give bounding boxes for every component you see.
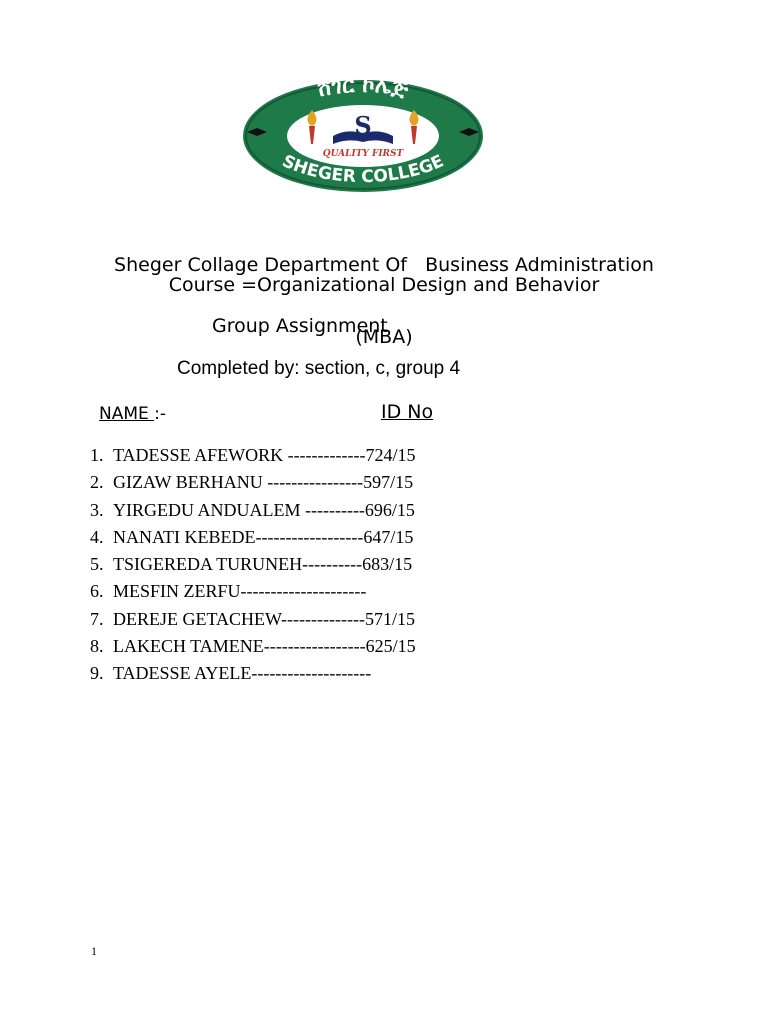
list-item — [90, 524, 416, 551]
logo-motto: QUALITY FIRST — [322, 149, 404, 159]
list-item-number: 2. — [90, 472, 104, 493]
logo-emblem — [233, 74, 493, 198]
list-item-entry: TADESSE AYELE-------------------- — [113, 663, 372, 684]
list-item — [90, 606, 416, 633]
list-item-number: 9. — [90, 663, 104, 684]
department-heading-line2: (MBA) — [355, 326, 413, 348]
list-item-number: 6. — [90, 581, 104, 602]
list-item-entry: GIZAW BERHANU ----------------597/15 — [113, 472, 414, 493]
list-item-entry: DEREJE GETACHEW--------------571/15 — [113, 608, 415, 629]
name-label-suffix: :- — [154, 404, 167, 424]
course-title: Course =Organizational Design and Behavior — [168, 274, 600, 296]
list-item-entry: YIRGEDU ANDUALEM ----------696/15 — [113, 499, 415, 520]
logo-top-text: ሸገር ኮሌጅ — [315, 74, 411, 103]
list-item — [90, 578, 416, 605]
page-number: 1 — [91, 944, 97, 958]
list-item-number: 4. — [90, 526, 104, 547]
list-item-number: 8. — [90, 636, 104, 657]
list-item-number: 7. — [90, 608, 104, 629]
department-heading-line1: Sheger Collage Department Of Business Administration — [114, 254, 654, 276]
assignment-title: Group Assignment — [212, 315, 388, 337]
logo-bottom-text: SHEGER COLLEGE — [279, 151, 447, 188]
name-column-label — [99, 403, 166, 425]
list-item-entry: NANATI KEBEDE------------------647/15 — [113, 526, 414, 547]
list-item-number: 1. — [90, 445, 104, 465]
list-item — [90, 633, 416, 660]
list-item-entry: MESFIN ZERFU--------------------- — [113, 581, 367, 602]
name-label-text: NAME — [99, 404, 155, 424]
list-item-entry: LAKECH TAMENE-----------------625/15 — [113, 636, 416, 657]
list-item-entry: TADESSE AFEWORK -------------724/15 — [113, 445, 416, 465]
list-item-number: 3. — [90, 499, 104, 520]
list-item — [90, 660, 416, 687]
list-item-entry: TSIGEREDA TURUNEH----------683/15 — [113, 554, 413, 575]
list-item-number: 5. — [90, 554, 104, 575]
list-item — [90, 497, 416, 524]
list-item — [90, 551, 416, 578]
id-column-label: ID No — [381, 401, 434, 423]
sheger-college-logo — [233, 74, 493, 198]
completed-by-line: Completed by: section, c, group 4 — [177, 358, 461, 379]
member-list — [90, 442, 416, 688]
logo-letter: S — [354, 111, 372, 140]
list-item — [90, 469, 416, 496]
list-item — [90, 442, 416, 469]
